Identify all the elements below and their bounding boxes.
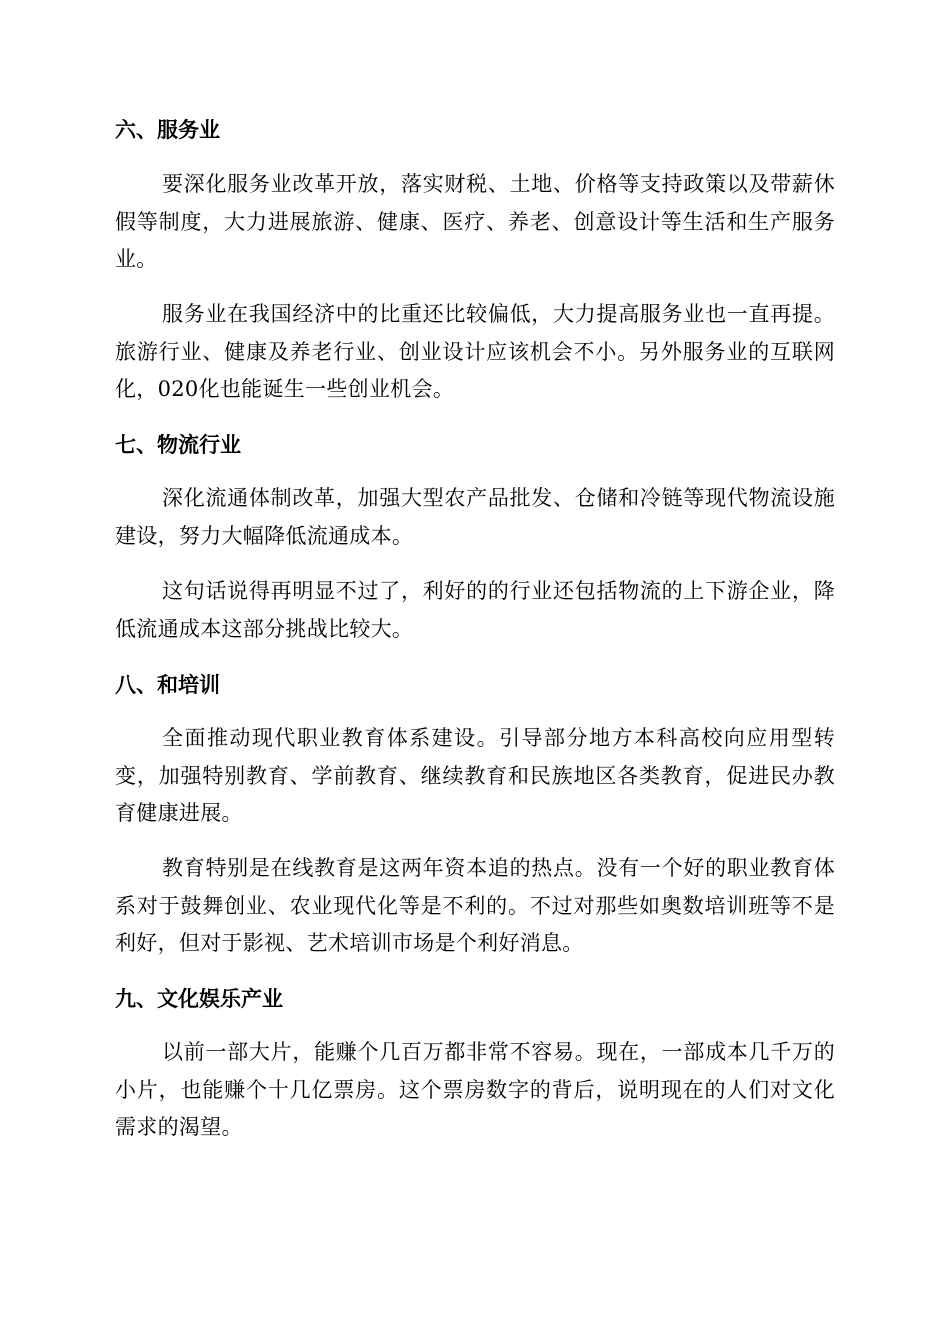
paragraph: 深化流通体制改革，加强大型农产品批发、仓储和冷链等现代物流设施建设，努力大幅降低流通成本。 — [115, 486, 835, 548]
paragraph: 以前一部大片，能赚个几百万都非常不容易。现在，一部成本几千万的小片，也能赚个十几亿票房。这个票房数字的背后，说明现在的人们对文化需求的渴望。 — [115, 1040, 835, 1139]
paragraph: 这句话说得再明显不过了，利好的的行业还包括物流的上下游企业，降低流通成本这部分挑战比较大。 — [115, 579, 835, 641]
section-training-body — [115, 720, 835, 833]
section-service-industry — [115, 117, 835, 143]
section-service-industry-body-2 — [115, 296, 835, 409]
section-heading: 六、服务业 — [115, 117, 220, 142]
paragraph: 教育特别是在线教育是这两年资本追的热点。没有一个好的职业教育体系对于鼓舞创业、农业现代化等是不利的。不过对那些如奥数培训班等不是利好，但对于影视、艺术培训市场是个利好消息。 — [115, 856, 835, 955]
paragraph: 服务业在我国经济中的比重还比较偏低，大力提高服务业也一直再提。旅游行业、健康及养老行业、创业设计应该机会不小。另外服务业的互联网化，020化也能诞生一些创业机会。 — [115, 302, 835, 401]
paragraph: 全面推动现代职业教育体系建设。引导部分地方本科高校向应用型转变，加强特别教育、学前教育、继续教育和民族地区各类教育，促进民办教育健康进展。 — [115, 726, 835, 825]
section-service-industry-body — [115, 166, 835, 279]
section-logistics-body — [115, 480, 835, 555]
section-training-body-2 — [115, 850, 835, 963]
section-heading: 九、文化娱乐产业 — [115, 986, 283, 1011]
section-culture-entertainment-body — [115, 1034, 835, 1147]
section-heading: 八、和培训 — [115, 672, 220, 697]
section-heading: 七、物流行业 — [115, 432, 241, 457]
paragraph: 要深化服务业改革开放，落实财税、土地、价格等支持政策以及带薪休假等制度，大力进展旅游、健康、医疗、养老、创意设计等生活和生产服务业。 — [115, 172, 835, 271]
section-logistics — [115, 432, 835, 458]
section-culture-entertainment — [115, 986, 835, 1012]
section-training — [115, 672, 835, 698]
section-logistics-body-2 — [115, 573, 835, 648]
